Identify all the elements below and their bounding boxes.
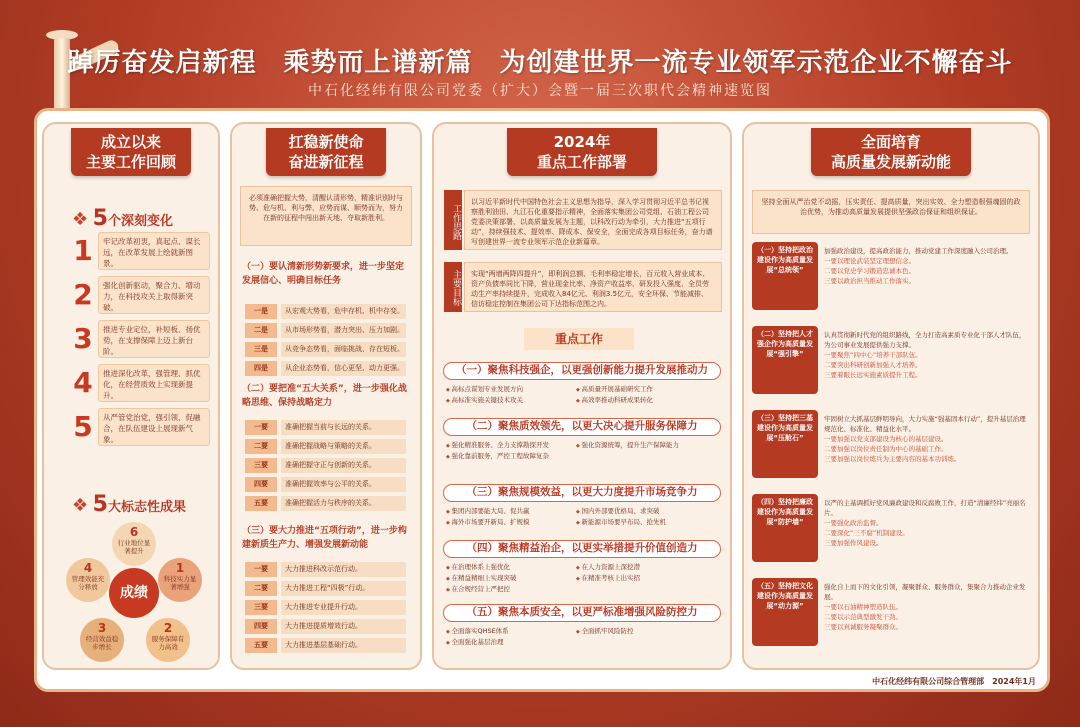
strategy-sub: 一要聚焦“四中心”培养干部队伍。 (824, 351, 922, 359)
wheel-center: 成绩 (109, 568, 159, 618)
achievement-number: 4 (83, 561, 93, 575)
row-tag: 三是 (245, 342, 277, 357)
list-row (245, 638, 407, 653)
strategy-card: （三）坚持把三基建设作为高质量发展“压舱石” (752, 410, 818, 478)
focus-item: ◆ 全面落实QHSE体系 (446, 626, 576, 637)
strategy-sub: 三要以真诚服务凝聚群众。 (824, 623, 902, 631)
strategy-desc: 加强政治建设，提高政治能力，推动党建工作深度融入公司治理。 (824, 247, 1013, 255)
row-tag: 一是 (245, 304, 277, 319)
focus-item: ◆ 新能源市场要早布局、抢先机 (576, 517, 706, 528)
achievements-heading: ❖ 5大标志性成果 (72, 492, 186, 517)
list-row (245, 458, 407, 473)
achievement-item (158, 558, 202, 602)
change-text: 推进深化改革，强管理、抓优化，在经营质效上实现新提升。 (98, 364, 210, 402)
focus-item: ◆ 强化资源统筹，提升生产保障能力 (576, 440, 706, 451)
achievement-number: 2 (163, 621, 173, 635)
list-row (245, 323, 407, 338)
focus-item: ◆ 在人力资源上深挖潜 (576, 562, 706, 573)
work-thought: 以习近平新时代中国特色社会主义思想为指导，深入学习贯彻习近平总书记视察胜利油田、九江石化重要指示精神，全面落实集团公司党组、石油工程公司党委决策部署，以高质量发展为主题，以科改行动为牵引，大力推进“五项行动”，持续强技术、提效率、降成本、保安全，全面完成各项目标任务，奋力谱写创建世界一流专业领军示范企业新篇章。 (464, 190, 722, 250)
row-text: 从宏观大势看，危中存机、机中存变。 (281, 304, 406, 319)
side-label-goal: 主要目标 (444, 262, 462, 312)
strategy-text (824, 330, 1030, 380)
change-item (70, 408, 264, 446)
list-row (245, 439, 407, 454)
row-tag: 四要 (245, 619, 277, 634)
focus-items (446, 562, 714, 595)
row-text: 大力推进科改示范行动。 (281, 562, 406, 577)
strategy-sub: 二要加强以岗位责任制为中心的基础工作。 (824, 445, 948, 453)
change-text: 从严管党治党，强引领、促融合，在队伍建设上展现新气象。 (98, 408, 210, 446)
row-tag: 三要 (245, 600, 277, 615)
focus-item: ◆ 高标准实施关键技术攻关 (446, 395, 576, 406)
momentum-intro: 坚持全面从严治党不动摇，压实责任、提高质量，突出实效、全力塑造根强魂固的政治优势，为推动高质量发展提供坚强政治保证和组织保证。 (752, 190, 1030, 234)
row-tag: 四是 (245, 361, 277, 376)
row-text: 大力推进提质增效行动。 (281, 619, 406, 634)
achievement-text: 服务保障有力高效 (151, 635, 185, 651)
row-tag: 一要 (245, 562, 277, 577)
list-row (245, 600, 407, 615)
panel-review-header: 成立以来 主要工作回顾 (71, 128, 191, 176)
change-number: 1 (73, 234, 93, 267)
row-tag: 二要 (245, 439, 277, 454)
list-row (245, 342, 407, 357)
row-text: 准确把握战略与策略的关系。 (281, 439, 406, 454)
change-item (70, 276, 264, 314)
group-2-title: （二）要把准“五大关系”，进一步强化战略思维、保持战略定力 (242, 384, 407, 408)
row-tag: 五要 (245, 496, 277, 511)
change-text: 推进专业定位，补短板、扬优势，在支撑保障上迈上新台阶。 (98, 320, 210, 358)
strategy-text (824, 498, 1030, 548)
strategy-card: （一）坚持把政治建设作为高质量发展“总统领” (752, 242, 818, 310)
list-row (245, 619, 407, 634)
panel-momentum-header: 全面培育 高质量发展新动能 (811, 128, 971, 176)
focus-item: ◆ 强化靠前服务，严控工程故障复杂 (446, 451, 576, 462)
change-item (70, 320, 264, 358)
row-text: 准确把握当前与长远的关系。 (281, 420, 406, 435)
focus-item: ◆ 高质量开展基础研究工作 (576, 384, 706, 395)
strategy-desc: 认真贯彻新时代党的组织路线，全力打造高素质专业化干部人才队伍，为公司事业发展提供强力支撑。 (824, 331, 1026, 349)
strategy-sub: 一要以石油精神塑造队伍。 (824, 603, 902, 611)
row-tag: 一要 (245, 420, 277, 435)
changes-heading: ❖ 5个深刻变化 (72, 206, 173, 231)
strategy-desc: 以严的主基调抓好党风廉政建设和反腐败工作，打造“清廉经纬”亮丽名片。 (824, 499, 1026, 517)
list-row (245, 581, 407, 596)
focus-item: ◆ 在治理体系上强优化 (446, 562, 576, 573)
focus-item: ◆ 集团内部要能大局、促共赢 (446, 506, 576, 517)
footer: 中石化经纬有限公司综合管理部 2024年1月 (872, 677, 1036, 686)
focus-item: ◆ 在精准考核上出实招 (576, 573, 706, 584)
group-1-title: （一）要认清新形势新要求，进一步坚定发展信心、明确目标任务 (242, 262, 405, 286)
strategy-text (824, 414, 1030, 464)
strategy-sub: 二要深化“三不腐”机制建设。 (824, 529, 909, 537)
change-text: 牢记改革初衷，真起点、谋长远，在改革发展上绘就新图景。 (98, 232, 210, 270)
strategy-desc: 强化自上而下的文化引领，凝聚群众、服务群众，集聚合力推动企业发展。 (824, 583, 1026, 601)
strategy-sub: 三要着眼长远实施素质提升工程。 (824, 371, 922, 379)
achievement-item (80, 618, 124, 662)
strategy-sub: 一要强化政治监督。 (824, 519, 883, 527)
focus-item: ◆ 全面强化基层治理 (446, 637, 576, 648)
achievement-text: 管理效能充分释放 (71, 575, 105, 591)
change-number: 3 (73, 322, 93, 355)
row-tag: 五要 (245, 638, 277, 653)
achievement-number: 6 (129, 525, 139, 539)
row-tag: 四要 (245, 477, 277, 492)
list-row (245, 361, 407, 376)
strategy-card: （四）坚持把廉政建设作为高质量发展“防护墙” (752, 494, 818, 562)
panel-2024-header: 2024年 重点工作部署 (507, 128, 657, 176)
row-text: 准确把握守正与创新的关系。 (281, 458, 406, 473)
focus-item: ◆ 国内外部要优格局、求突破 (576, 506, 706, 517)
achievements-wheel (66, 522, 202, 658)
list-row (245, 304, 407, 319)
row-text: 大力推进工程“四极”行动。 (281, 581, 406, 596)
focus-item: ◆ 全面抓牢风险防控 (576, 626, 706, 637)
row-text: 准确把握效率与公平的关系。 (281, 477, 406, 492)
focus-title: （三）聚焦规模效益，以更大力度提升市场竞争力 (443, 484, 721, 502)
list-row (245, 562, 407, 577)
achievement-text: 经营效益稳步增长 (85, 635, 119, 651)
achievement-number: 1 (175, 561, 185, 575)
change-item (70, 232, 264, 270)
focus-items (446, 384, 714, 406)
strategy-sub: 一要加强以党支部建设为核心的基层建设。 (824, 435, 948, 443)
change-number: 5 (73, 410, 93, 443)
main-goal: 实现“两增两降四提升”，即利润总额、毛利率稳定增长，百元收入营业成本、资产负债率同比下降，营业现金比率、净资产收益率、研发投入强度、全员劳动生产率持续提升，完成收入84亿元、利润3.5亿元，安全环保、节能减排、信访稳定控制在集团公司下达指标范围之内。 (464, 262, 722, 312)
strategy-sub: 二要以示范典型激发干劲。 (824, 613, 902, 621)
list-row (245, 420, 407, 435)
focus-items (446, 626, 714, 648)
mission-intro: 必须准确把握大势，清醒认清形势，精准识别时与势、危与机、利与弊，应势而谋、顺势而为，努力在新的征程中闯出新天地、夺取新胜利。 (240, 186, 412, 246)
focus-item: ◆ 强化精准服务、全力支撑勘探开发 (446, 440, 576, 451)
focus-title: （五）聚焦本质安全，以更严标准增强风险防控力 (443, 604, 721, 622)
strategy-desc: 牢固树立大抓基层鲜明导向，大力实施“强基固本行动”，提升基层治理规范化、标准化、精益化水平。 (824, 415, 1026, 433)
row-text: 准确把握活力与秩序的关系。 (281, 496, 406, 511)
strategy-sub: 一要以理论武装坚定理想信念。 (824, 257, 915, 265)
focus-item: ◆ 海外市场要开新局、扩规模 (446, 517, 576, 528)
panel-mission-header: 扛稳新使命 奋进新征程 (266, 128, 386, 176)
change-number: 4 (73, 366, 93, 399)
group-3-title: （三）要大力推进“五项行动”，进一步构建新质生产力、增强发展新动能 (242, 526, 407, 550)
focus-item: ◆ 在合规经营上严把控 (446, 584, 576, 595)
focus-items (446, 440, 714, 462)
strategy-card: （五）坚持把文化建设作为高质量发展“动力源” (752, 578, 818, 646)
focus-item: ◆ 高标点谋划专业发展方向 (446, 384, 576, 395)
change-item (70, 364, 264, 402)
achievement-number: 3 (97, 621, 107, 635)
achievement-item (66, 558, 110, 602)
row-text: 大力推进专业提升行动。 (281, 600, 406, 615)
strategy-sub: 二要以党史学习锻造忠诚本色。 (824, 267, 915, 275)
changes-icon: ❖ (72, 209, 89, 230)
row-text: 从市场形势看，潜力突出、压力加剧。 (281, 323, 406, 338)
focus-item: ◆ 高效率推动科研成果转化 (576, 395, 706, 406)
page-title: 踔厉奋发启新程 乘势而上谱新篇 为创建世界一流专业领军示范企业不懈奋斗 (67, 48, 1013, 78)
strategy-sub: 三要加强以岗位练兵为主要内容的基本功训练。 (824, 455, 961, 463)
side-label-thought: 工作思路 (444, 190, 462, 250)
row-text: 从竞争态势看，面临挑战、存在短板。 (281, 342, 406, 357)
page-subtitle: 中石化经纬有限公司党委（扩大）会暨一届三次职代会精神速览图 (308, 83, 772, 99)
key-work-label: 重点工作 (524, 328, 634, 350)
focus-title: （一）聚焦科技强企，以更强创新能力提升发展推动力 (443, 362, 721, 380)
achievements-icon: ❖ (72, 495, 89, 516)
strategy-text (824, 582, 1030, 632)
achievement-text: 行业地位显著提升 (117, 539, 151, 555)
strategy-sub: 三要以政治担当推动工作落实。 (824, 277, 915, 285)
strategy-text (824, 246, 1030, 286)
row-tag: 二是 (245, 323, 277, 338)
list-row (245, 477, 407, 492)
strategy-sub: 二要突出科研创新加强人才培养。 (824, 361, 922, 369)
list-row (245, 496, 407, 511)
row-tag: 二要 (245, 581, 277, 596)
change-text: 强化创新驱动，聚合力、增动力，在科技攻关上取得新突破。 (98, 276, 210, 314)
row-text: 大力推进基层基础行动。 (281, 638, 406, 653)
change-number: 2 (73, 278, 93, 311)
focus-item: ◆ 在精益精细上实现突破 (446, 573, 576, 584)
focus-title: （二）聚焦质效领先，以更大决心提升服务保障力 (443, 418, 721, 436)
focus-title: （四）聚焦精益治企，以更实举措提升价值创造力 (443, 540, 721, 558)
row-text: 从企业态势看，信心更坚、动力更强。 (281, 361, 406, 376)
strategy-card: （二）坚持把人才强企作为高质量发展“强引擎” (752, 326, 818, 394)
row-tag: 三要 (245, 458, 277, 473)
achievement-item (146, 618, 190, 662)
strategy-sub: 三要加强作风建设。 (824, 539, 883, 547)
achievement-text: 科技实力显著增强 (163, 575, 197, 591)
achievement-item (112, 522, 156, 566)
focus-items (446, 506, 714, 528)
